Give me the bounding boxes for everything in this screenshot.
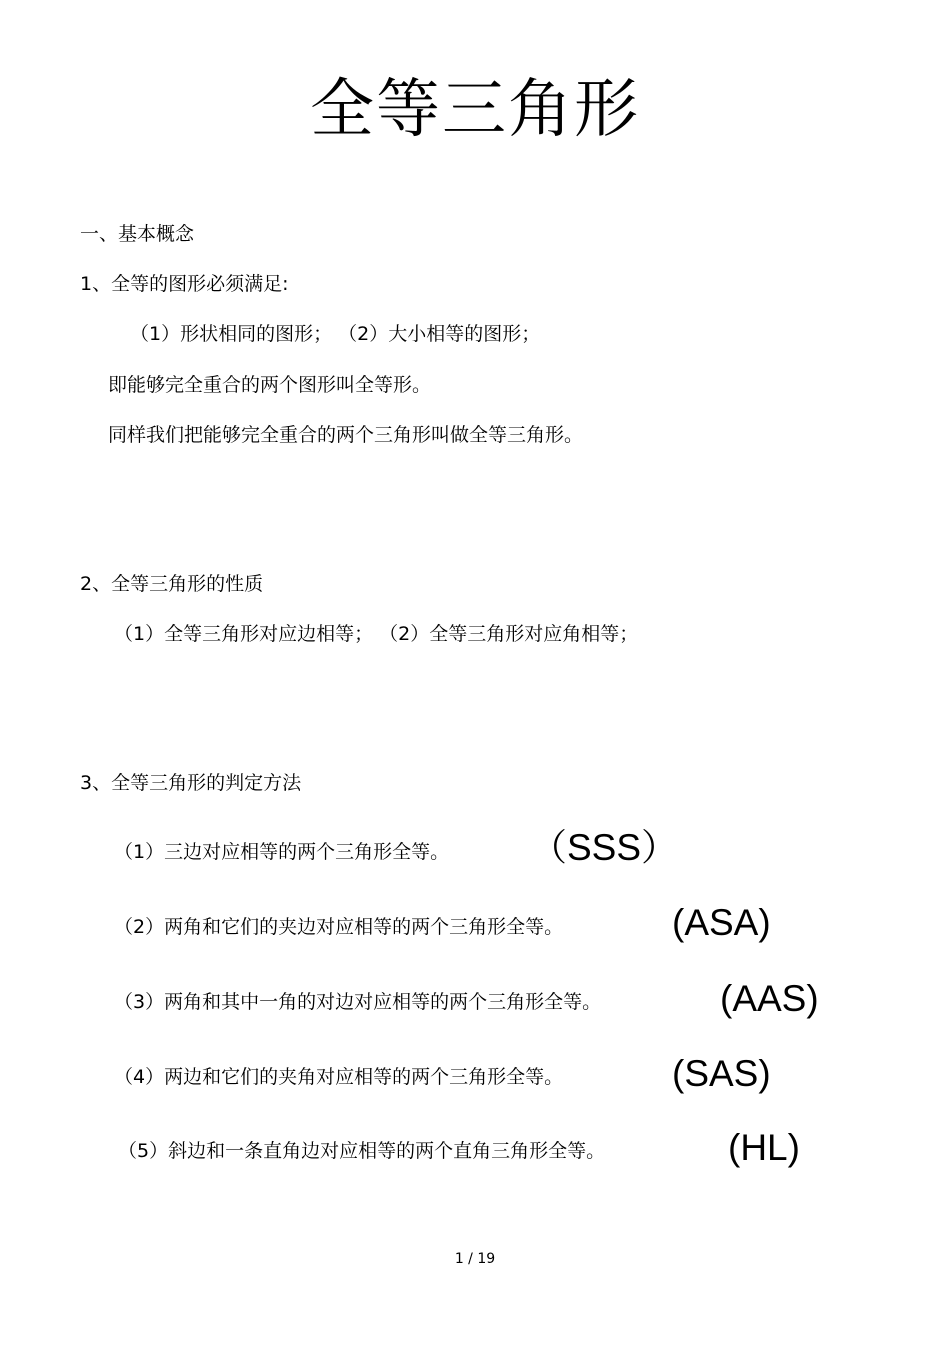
criterion-hl-abbr: (HL) [728, 1127, 800, 1168]
page-title: 全等三角形 [310, 73, 640, 147]
criterion-asa-abbr: (ASA) [672, 902, 771, 943]
section-heading-properties: 2、全等三角形的性质 [80, 573, 264, 595]
criterion-sss-text: （1）三边对应相等的两个三角形全等。 [114, 841, 450, 863]
criterion-asa-text: （2）两角和它们的夹边对应相等的两个三角形全等。 [114, 916, 564, 938]
criterion-aas-text: （3）两角和其中一角的对边对应相等的两个三角形全等。 [114, 991, 602, 1013]
definition-congruent-figures: 即能够完全重合的两个图形叫全等形。 [108, 374, 432, 396]
page-number: 1 / 19 [454, 1251, 496, 1267]
section-heading-basic-concepts: 一、基本概念 [80, 223, 195, 245]
criterion-sas-text: （4）两边和它们的夹角对应相等的两个三角形全等。 [114, 1066, 564, 1088]
criterion-sas-abbr: (SAS) [672, 1053, 771, 1094]
criterion-sss-abbr: （SSS） [530, 827, 679, 868]
criterion-hl-text: （5）斜边和一条直角边对应相等的两个直角三角形全等。 [118, 1140, 606, 1162]
concept-item-1: 1、全等的图形必须满足: [80, 273, 289, 295]
concept-conditions: （1）形状相同的图形； （2）大小相等的图形； [130, 323, 541, 345]
properties-line: （1）全等三角形对应边相等； （2）全等三角形对应角相等； [114, 623, 639, 645]
section-heading-criteria: 3、全等三角形的判定方法 [80, 772, 302, 794]
definition-congruent-triangles: 同样我们把能够完全重合的两个三角形叫做全等三角形。 [108, 424, 584, 446]
criterion-aas-abbr: (AAS) [720, 978, 819, 1019]
